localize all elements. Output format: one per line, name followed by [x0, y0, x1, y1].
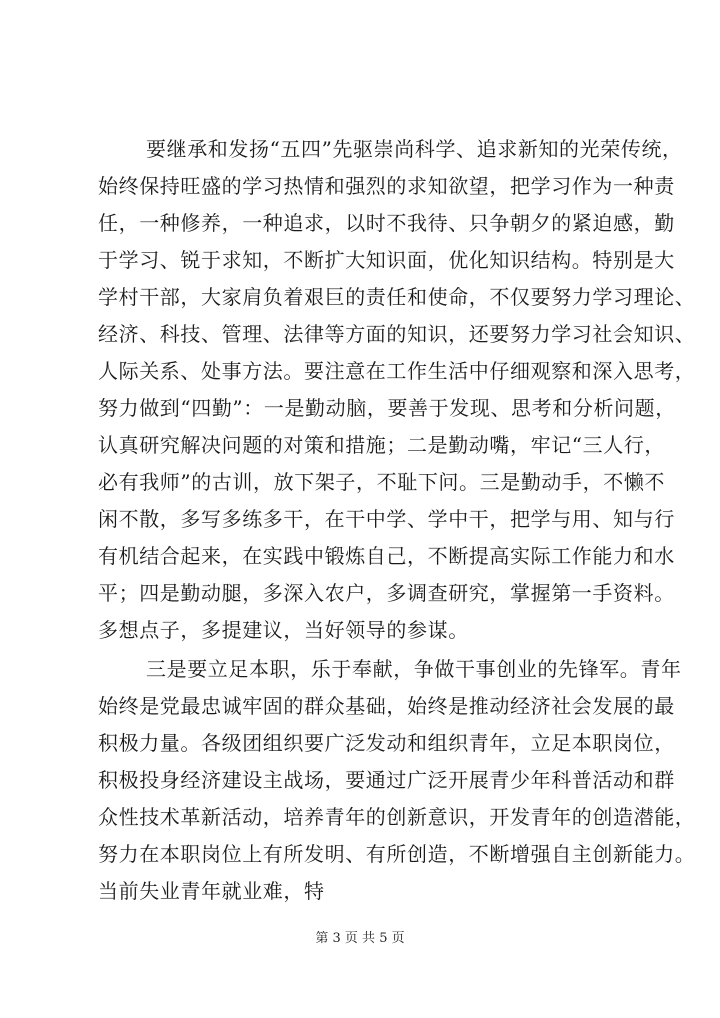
text-line: 积极投身经济建设主战场，要通过广泛开展青少年科普活动和群 — [98, 768, 675, 792]
text-line: 闲不散，多写多练多干，在干中学、学中干，把学与用、知与行 — [98, 507, 675, 531]
text-line: 积极力量。各级团组织要广泛发动和组织青年，立足本职岗位， — [98, 731, 675, 755]
text-line: 平；四是勤动腿，多深入农户，多调查研究，掌握第一手资料。 — [98, 581, 675, 605]
text-line: 众性技术革新活动，培养青年的创新意识，开发青年的创造潜能， — [98, 805, 696, 829]
text-line: 人际关系、处事方法。要注意在工作生活中仔细观察和深入思考， — [98, 359, 696, 383]
text-line: 要继承和发扬“五四”先驱崇尚科学、追求新知的光荣传统， — [146, 137, 683, 161]
text-line: 努力在本职岗位上有所发明、有所创造，不断增强自主创新能力。 — [98, 842, 696, 866]
text-line: 于学习、锐于求知，不断扩大知识面，优化知识结构。特别是大 — [98, 248, 675, 272]
page-number: 第 3 页 共 5 页 — [315, 931, 405, 946]
text-line: 始终是党最忠诚牢固的群众基础，始终是推动经济社会发展的最 — [98, 694, 675, 718]
text-line: 任，一种修养，一种追求，以时不我待、只争朝夕的紧迫感，勤 — [98, 211, 675, 235]
text-line: 认真研究解决问题的对策和措施；二是勤动嘴，牢记“三人行， — [98, 433, 666, 457]
text-line: 必有我师”的古训，放下架子，不耻下问。三是勤动手，不懒不 — [98, 470, 666, 494]
text-line: 努力做到“四勤”：一是勤动脑，要善于发现、思考和分析问题， — [98, 396, 676, 420]
text-line: 多想点子，多提建议，当好领导的参谋。 — [98, 618, 469, 642]
text-line: 始终保持旺盛的学习热情和强烈的求知欲望，把学习作为一种责 — [98, 174, 675, 198]
page-footer — [0, 930, 720, 948]
text-line: 当前失业青年就业难，特 — [98, 879, 325, 903]
text-line: 经济、科技、管理、法律等方面的知识，还要努力学习社会知识、 — [98, 322, 696, 346]
text-line: 三是要立足本职，乐于奉献，争做干事创业的先锋军。青年 — [146, 657, 682, 681]
text-line: 学村干部，大家肩负着艰巨的责任和使命，不仅要努力学习理论、 — [98, 285, 696, 309]
text-line: 有机结合起来，在实践中锻炼自己，不断提高实际工作能力和水 — [98, 544, 675, 568]
